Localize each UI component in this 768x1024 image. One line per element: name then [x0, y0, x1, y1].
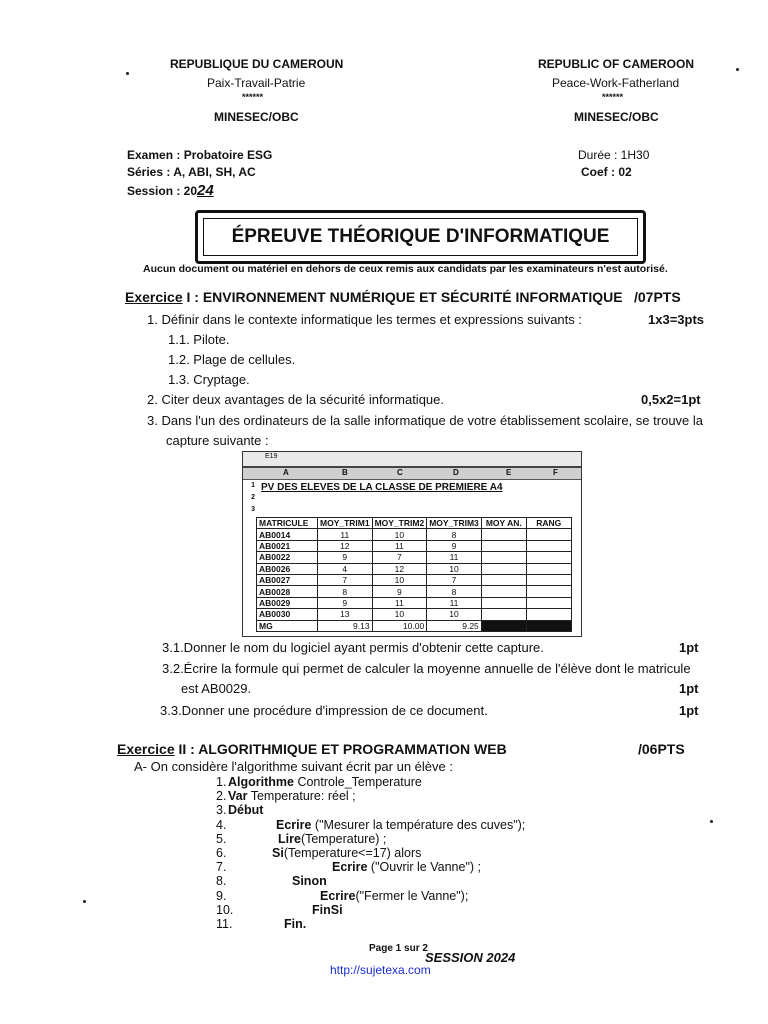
question-3-line-2: capture suivante : [166, 433, 269, 448]
table-cell: 10 [372, 574, 427, 585]
table-cell: 7 [372, 552, 427, 563]
cell-reference: E19 [265, 453, 278, 460]
algorithm-keyword: Fin. [284, 917, 307, 931]
algorithm-line [228, 803, 263, 817]
table-cell [526, 574, 571, 585]
scan-speck [83, 900, 86, 903]
column-header: MOY_TRIM3 [427, 518, 482, 529]
table-cell: 13 [318, 609, 373, 620]
column-header-c: C [397, 468, 403, 477]
algorithm-line [320, 889, 468, 903]
column-header: MOY_TRIM1 [318, 518, 373, 529]
table-row [257, 609, 572, 620]
table-cell: 12 [318, 540, 373, 551]
header-motto-en: Peace-Work-Fatherland [552, 76, 680, 90]
table-cell: 10 [372, 609, 427, 620]
table-row [257, 597, 572, 608]
algorithm-line [228, 789, 356, 803]
scan-speck [736, 68, 739, 71]
table-cell: 11 [318, 529, 373, 540]
question-3-1: 3.1.Donner le nom du logiciel ayant permis d'obtenir cette capture. [162, 640, 544, 655]
table-cell: 10 [427, 563, 482, 574]
question-3-2-line-2: est AB0029. [181, 681, 252, 696]
table-cell: 8 [427, 586, 482, 597]
question-1-3: 1.3. Cryptage. [168, 372, 250, 387]
question-1-points: 1x3=3pts [648, 312, 705, 327]
table-cell: 8 [427, 529, 482, 540]
table-cell: 11 [372, 540, 427, 551]
algorithm-line [312, 903, 343, 917]
algorithm-text: Controle_Temperature [293, 775, 422, 789]
table-cell: 7 [318, 574, 373, 585]
header-ministry-fr: MINESEC/OBC [214, 110, 299, 124]
algorithm-keyword: Algorithme [228, 775, 294, 789]
column-header: MATRICULE [257, 518, 318, 529]
table-row [257, 620, 572, 631]
column-header: MOY_TRIM2 [372, 518, 427, 529]
algorithm-line [276, 818, 525, 832]
table-cell [526, 609, 571, 620]
table-cell [481, 586, 526, 597]
algorithm-keyword: Lire [278, 831, 301, 846]
algorithm-line [284, 917, 306, 931]
table-cell [481, 563, 526, 574]
column-header-a: A [283, 468, 289, 477]
table-cell [481, 529, 526, 540]
table-cell: AB0027 [257, 574, 318, 585]
header-country-en: REPUBLIC OF CAMEROON [538, 57, 694, 71]
table-row [257, 529, 572, 540]
algorithm-keyword: FinSi [312, 902, 343, 917]
table-cell: 10 [372, 529, 427, 540]
table-cell: 9.25 [427, 620, 482, 631]
page-title: ÉPREUVE THÉORIQUE D'INFORMATIQUE [203, 218, 638, 256]
algorithm-text: ("Mesurer la température des cuves"); [311, 817, 526, 832]
table-cell: 4 [318, 563, 373, 574]
table-cell [481, 620, 526, 631]
table-cell [526, 529, 571, 540]
table-cell [526, 563, 571, 574]
exam-series: Séries : A, ABI, SH, AC [127, 165, 256, 179]
algorithm-text: ("Ouvrir le Vanne") ; [367, 860, 481, 875]
exercise-2-title: II : ALGORITHMIQUE ET PROGRAMMATION WEB [174, 741, 507, 757]
scan-speck [710, 820, 713, 823]
table-cell: AB0014 [257, 529, 318, 540]
algorithm-keyword: Ecrire [332, 860, 368, 875]
table-cell: 9 [372, 586, 427, 597]
algorithm-line-number: 10. [216, 902, 234, 917]
question-1-2: 1.2. Plage de cellules. [168, 352, 296, 367]
table-header-row [257, 518, 572, 529]
question-3-2-line-1: 3.2.Écrire la formule qui permet de calculer la moyenne annuelle de l'élève dont le matricule [162, 661, 691, 676]
exercise-2-label: Exercice [117, 741, 175, 757]
table-row [257, 552, 572, 563]
row-number: 3 [251, 506, 255, 513]
algorithm-line-number: 2. [216, 789, 227, 804]
exercise-2-intro: A- On considère l'algorithme suivant écrit par un élève : [134, 759, 453, 774]
header-stars-en: ****** [602, 92, 624, 102]
algorithm-line [228, 775, 422, 789]
exercise-2-heading [117, 741, 507, 757]
algorithm-text: (Temperature) ; [300, 831, 387, 846]
exercise-1-title: I : ENVIRONNEMENT NUMÉRIQUE ET SÉCURITÉ INFORMATIQUE [182, 289, 623, 305]
column-header-e: E [506, 468, 512, 477]
question-3-line-1: 3. Dans l'un des ordinateurs de la salle informatique de votre établissement scolaire, se trouve la [147, 413, 704, 428]
table-cell: 11 [372, 597, 427, 608]
table-cell: 8 [318, 586, 373, 597]
spreadsheet-capture [242, 451, 582, 637]
table-cell: 10 [427, 609, 482, 620]
header-country-fr: REPUBLIQUE DU CAMEROUN [170, 57, 344, 71]
table-cell: AB0021 [257, 540, 318, 551]
exercise-1-points: /07PTS [634, 289, 681, 305]
formula-bar [243, 452, 581, 468]
table-cell: 10.00 [372, 620, 427, 631]
scan-speck [126, 72, 129, 75]
header-motto-fr: Paix-Travail-Patrie [207, 76, 306, 90]
table-cell: 11 [427, 597, 482, 608]
row-number: 2 [251, 494, 255, 501]
session-stamp-handwritten: SESSION 2024 [425, 950, 516, 965]
exercise-1-heading [125, 289, 623, 305]
algorithm-keyword: Début [228, 803, 264, 818]
question-3-3-points: 1pt [679, 703, 699, 718]
table-cell: AB0029 [257, 597, 318, 608]
algorithm-line-number: 3. [216, 803, 227, 818]
algorithm-keyword: Ecrire [276, 817, 312, 832]
algorithm-line [272, 846, 421, 860]
table-cell [481, 552, 526, 563]
question-1-1: 1.1. Pilote. [168, 332, 230, 347]
session-prefix: Session : 20 [127, 184, 198, 198]
algorithm-text: ("Fermer le Vanne"); [355, 888, 469, 903]
table-cell [481, 597, 526, 608]
algorithm-line-number: 1. [216, 775, 227, 789]
table-cell [526, 597, 571, 608]
session-handwritten: 24 [197, 182, 214, 199]
table-cell [526, 540, 571, 551]
exam-duree: Durée : 1H30 [578, 148, 650, 162]
question-2: 2. Citer deux avantages de la sécurité informatique. [147, 392, 445, 407]
title-frame [195, 210, 646, 264]
table-cell: 9 [318, 597, 373, 608]
row-number: 1 [251, 482, 255, 489]
exercise-1-label: Exercice [125, 289, 183, 305]
column-header-b: B [342, 468, 348, 477]
table-cell [526, 586, 571, 597]
algorithm-keyword: Var [228, 789, 248, 804]
algorithm-line-number: 8. [216, 874, 227, 889]
algorithm-text: Temperature: réel ; [247, 789, 356, 804]
page-number: Page 1 sur 2 [369, 943, 428, 954]
table-cell [526, 552, 571, 563]
table-cell: AB0022 [257, 552, 318, 563]
table-cell: 11 [427, 552, 482, 563]
column-headers [243, 468, 581, 480]
exam-notice: Aucun document ou matériel en dehors de ceux remis aux candidats par les examinateurs n'est autorisé. [143, 263, 668, 275]
algorithm-line-number: 6. [216, 846, 227, 860]
footer-link[interactable]: http://sujetexa.com [330, 963, 431, 977]
algorithm-line-number: 4. [216, 817, 227, 832]
algorithm-keyword: Sinon [292, 874, 327, 889]
algorithm-line-number: 5. [216, 831, 227, 846]
header-stars-fr: ****** [242, 92, 264, 102]
table-cell: 7 [427, 574, 482, 585]
algorithm-line [332, 860, 481, 874]
data-table [256, 517, 572, 632]
exam-coef: Coef : 02 [581, 165, 632, 179]
question-3-2-points: 1pt [679, 681, 699, 696]
table-row [257, 574, 572, 585]
exercise-2-points: /06PTS [638, 741, 685, 757]
table-cell: 9 [318, 552, 373, 563]
exam-name: Examen : Probatoire ESG [127, 148, 273, 162]
header-ministry-en: MINESEC/OBC [574, 110, 659, 124]
algorithm-line [278, 832, 386, 846]
table-cell: AB0026 [257, 563, 318, 574]
algorithm-line-number: 11. [216, 917, 233, 931]
exam-session [127, 182, 214, 199]
algorithm-line-number: 9. [216, 888, 227, 903]
question-3-1-points: 1pt [679, 640, 699, 655]
algorithm-line [292, 874, 327, 888]
table-cell [481, 609, 526, 620]
table-cell: 12 [372, 563, 427, 574]
algorithm-line-number: 7. [216, 860, 227, 875]
column-header: MOY AN. [481, 518, 526, 529]
table-cell [526, 620, 571, 631]
algorithm-text: (Temperature<=17) alors [283, 846, 422, 860]
table-row [257, 540, 572, 551]
table-row [257, 586, 572, 597]
table-row [257, 563, 572, 574]
table-cell: 9 [427, 540, 482, 551]
table-cell: AB0028 [257, 586, 318, 597]
column-header-f: F [553, 468, 558, 477]
question-2-points: 0,5x2=1pt [641, 392, 701, 407]
sheet-title: PV DES ELEVES DE LA CLASSE DE PREMIERE A4 [261, 482, 503, 493]
question-1: 1. Définir dans le contexte informatique les termes et expressions suivants : [147, 312, 582, 327]
algorithm-keyword: Ecrire [320, 888, 356, 903]
table-cell: AB0030 [257, 609, 318, 620]
algorithm-keyword: Si [272, 846, 284, 860]
table-cell [481, 540, 526, 551]
column-header: RANG [526, 518, 571, 529]
question-3-3: 3.3.Donner une procédure d'impression de ce document. [160, 703, 488, 718]
table-cell [481, 574, 526, 585]
table-cell: 9.13 [318, 620, 373, 631]
table-cell: MG [257, 620, 318, 631]
column-header-d: D [453, 468, 459, 477]
